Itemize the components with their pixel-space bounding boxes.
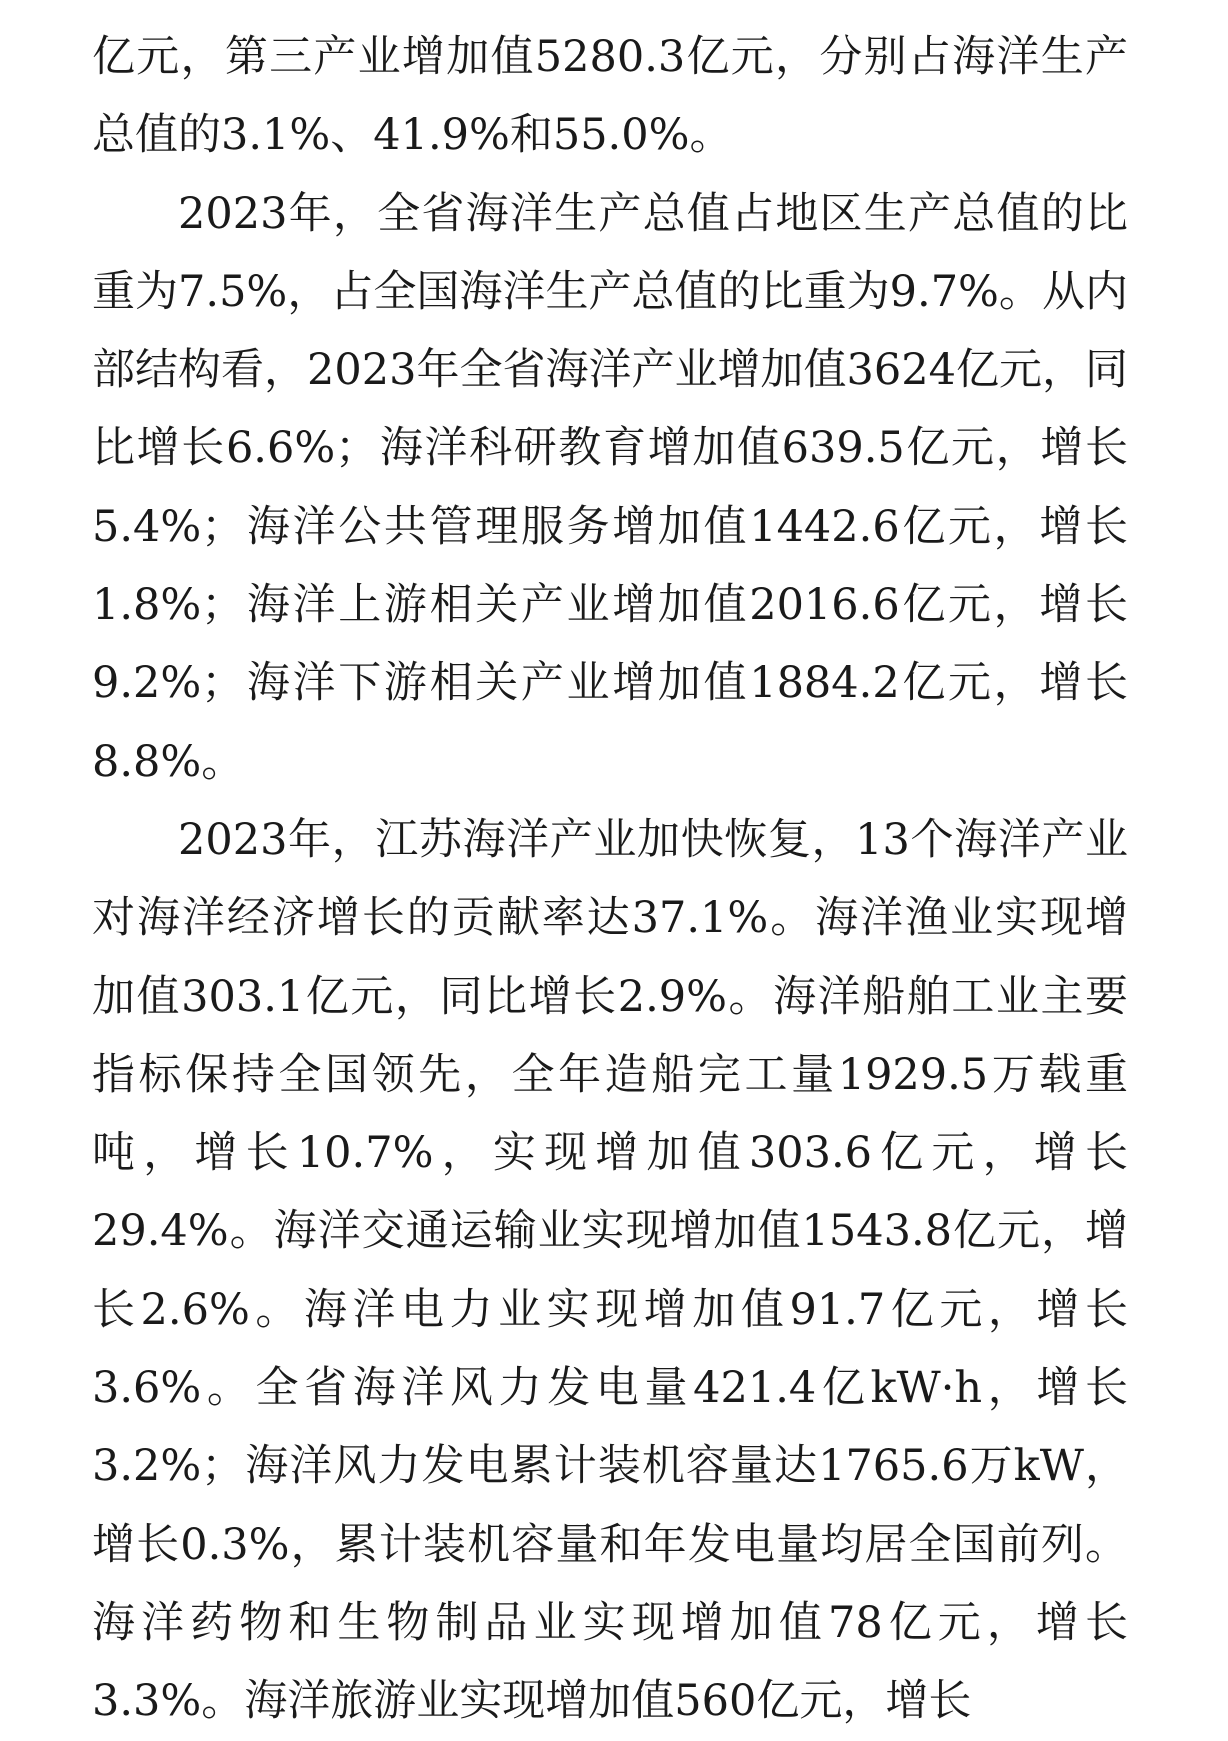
body-text [92,18,1128,1741]
paragraph-ocean-gdp-structure: 2023年，全省海洋生产总值占地区生产总值的比重为7.5%，占全国海洋生产总值的比重为9.7%。从内部结构看，2023年全省海洋产业增加值3624亿元，同比增长6.6%；海洋科研教育增加值639.5亿元，增长5.4%；海洋公共管理服务增加值1442.6亿元，增长1.8%；海洋上游相关产业增加值2016.6亿元，增长9.2%；海洋下游相关产业增加值1884.2亿元，增长8.8%。 [92,188,1128,787]
paragraph-ocean-industries: 2023年，江苏海洋产业加快恢复，13个海洋产业对海洋经济增长的贡献率达37.1%。海洋渔业实现增加值303.1亿元，同比增长2.9%。海洋船舶工业主要指标保持全国领先，全年造船完工量1929.5万载重吨，增长10.7%，实现增加值303.6亿元，增长29.4%。海洋交通运输业实现增加值1543.8亿元，增长2.6%。海洋电力业实现增加值91.7亿元，增长3.6%。全省海洋风力发电量421.4亿kW·h，增长3.2%；海洋风力发电累计装机容量达1765.6万kW，增长0.3%，累计装机容量和年发电量均居全国前列。海洋药物和生物制品业实现增加值78亿元，增长3.3%。海洋旅游业实现增加值560亿元，增长 [92,814,1128,1727]
paragraph-continuation: 亿元，第三产业增加值5280.3亿元，分别占海洋生产总值的3.1%、41.9%和55.0%。 [92,32,1128,161]
